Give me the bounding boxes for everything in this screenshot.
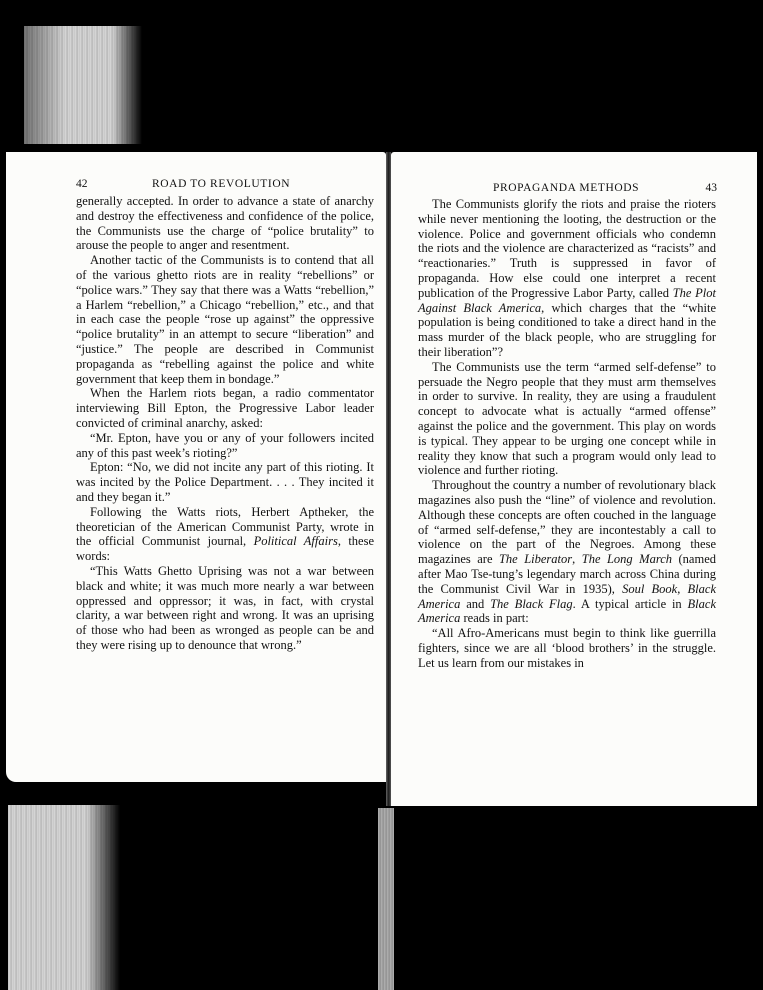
paragraph: When the Harlem riots began, a radio commentator interviewing Bill Epton, the Progressive Labor leader convicted of criminal anarchy, asked: [76,386,374,430]
paragraph-text: , these words: [76,534,375,564]
scan-smear-top [24,26,142,144]
paragraph-text: , which charges that the “white population is being conditioned to take a direct hand in the mass murder of the black people, who are struggling for their liberation”? [418,300,716,359]
scan-smear-bottom [8,805,120,990]
paragraph: “This Watts Ghetto Uprising was not a war between black and white; it was much more nearly a war between oppressed and oppressor; it was, in fact, with crystal clarity, a war between right and wrong. It was an uprising of those who had been as wronged as people can be and they were rising up to denounce that wrong.” [76,563,374,652]
left-page [6,152,386,782]
magazine-title: Black America [418,581,716,611]
right-page [391,152,757,806]
journal-title: Political Affairs [253,534,338,549]
punctuation: , [677,581,681,596]
right-body-text [418,197,716,671]
publication-title: The Plot Against Black America [418,285,717,315]
paragraph-text: . A typical article in [572,596,682,611]
paragraph-text: Throughout the country a number of revolutionary black magazines also push the “line” of violence and revolution. Although these concepts are often couched in the language of “armed self-defense,” they are incontestably a call to violence on the part of the Negroes. Among these magazines are [418,478,716,567]
paragraph [76,505,374,564]
paragraph-text: Following the Watts riots, Herbert Aptheker, the theoretician of the American Communist Party, wrote in the official Communist journal, [76,504,374,549]
magazine-title: The Black Flag [490,596,573,611]
paragraph: The Communists use the term “armed self-defense” to persuade the Negro people that they must arm themselves in order to survive. In reality, they are using a fraudulent concept to advocate what is actually “armed offense” against the police and the government. This play on words is typical. They appear to be urging one concept while in reality they know that such a program would only lead to violence and further rioting. [418,359,716,478]
paragraph-text: (named after Mao Tse-tung’s legendary march across China during the Communist Civil War in 1935), [418,552,716,596]
magazine-title: The Liberator [498,552,573,567]
paragraph [418,478,716,626]
right-running-head: PROPAGANDA METHODS [493,182,640,194]
paragraph: generally accepted. In order to advance a state of anarchy and destroy the effectiveness and confidence of the police, the Communists use the charge of “police brutality” to arouse the people to anger and resentment. [76,194,374,253]
paragraph: Epton: “No, we did not incite any part of this rioting. It was incited by the Police Department. . . . They incited it and they began it.” [76,460,374,504]
paragraph-text: and [460,596,491,611]
magazine-title: Soul Book [622,581,678,596]
left-running-head: ROAD TO REVOLUTION [152,178,291,190]
paragraph-text: reads in part: [460,611,529,626]
scan-smear-spine [378,808,394,990]
magazine-title: Black America [418,596,716,626]
paragraph [418,197,716,360]
magazine-title: The Long March [581,552,673,567]
paragraph: Another tactic of the Communists is to contend that all of the various ghetto riots are in reality “rebellions” or “police wars.” They say that there was a Watts “rebellion,” a Harlem “rebellion,” a Chicago “rebellion,” etc., and that in each case the people “rose up against” the oppressive “police brutality” in an attempt to secure “liberation” and “justice.” The people are described in Communist propaganda as “rebelling against the police and white government that keep them in bondage.” [76,253,374,386]
right-page-number: 43 [705,182,717,194]
paragraph: “All Afro-Americans must begin to think like guerrilla fighters, since we are all ‘blood brothers’ in the struggle. Let us learn from our mistakes in [418,626,716,670]
left-body-text [76,194,374,653]
punctuation: , [572,552,576,567]
paragraph: “Mr. Epton, have you or any of your followers incited any of this past week’s rioting?” [76,430,374,460]
left-page-number: 42 [76,178,88,190]
paragraph-text: The Communists glorify the riots and praise the rioters while never mentioning the looting, the destruction or the violence. Police and government officials who condemn the riots and the violence are characterized as “racists” and “reactionaries.” Truth is suppressed in favor of propaganda. How else could one interpret a recent publication of the Progressive Labor Party, called [418,197,716,300]
